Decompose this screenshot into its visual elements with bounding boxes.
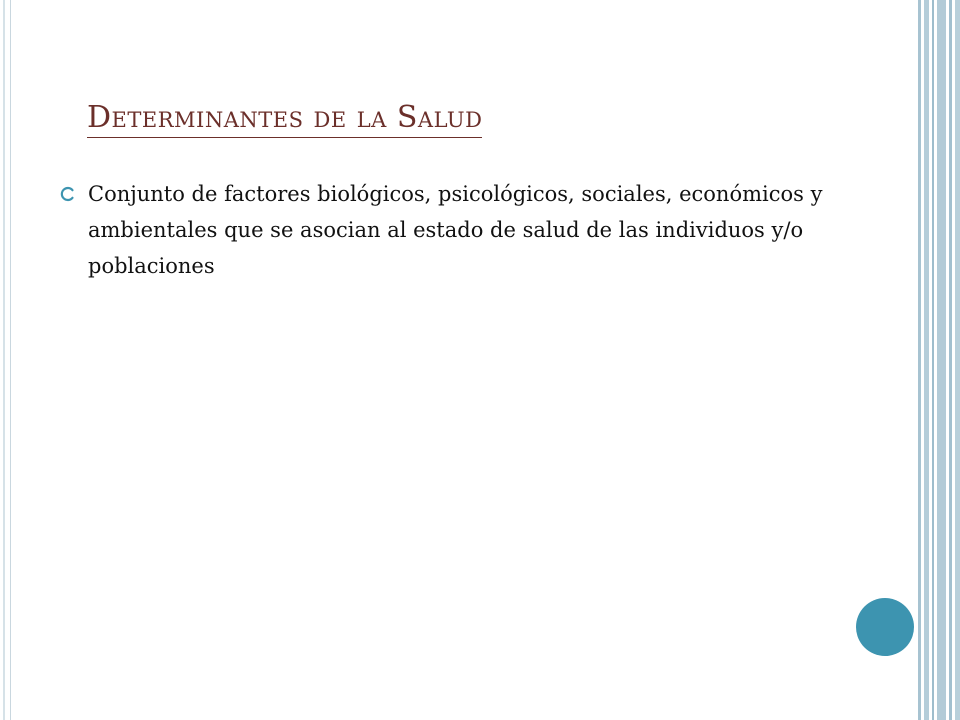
stripe <box>932 0 934 720</box>
stripe <box>955 0 960 720</box>
slide-body <box>60 176 840 284</box>
left-edge-border <box>0 0 11 720</box>
stripe <box>937 0 946 720</box>
accent-circle <box>856 598 914 656</box>
stripe <box>949 0 952 720</box>
stripe <box>924 0 929 720</box>
bullet-icon <box>60 186 76 202</box>
bullet-text: Conjunto de factores biológicos, psicológicos, sociales, económicos y ambientales que se asocian al estado de salud de las individuos y/o poblaciones <box>88 182 823 278</box>
bullet-item <box>60 176 840 284</box>
stripe <box>918 0 921 720</box>
right-decorative-stripes <box>918 0 960 720</box>
slide-title: Determinantes de la Salud <box>87 100 482 138</box>
